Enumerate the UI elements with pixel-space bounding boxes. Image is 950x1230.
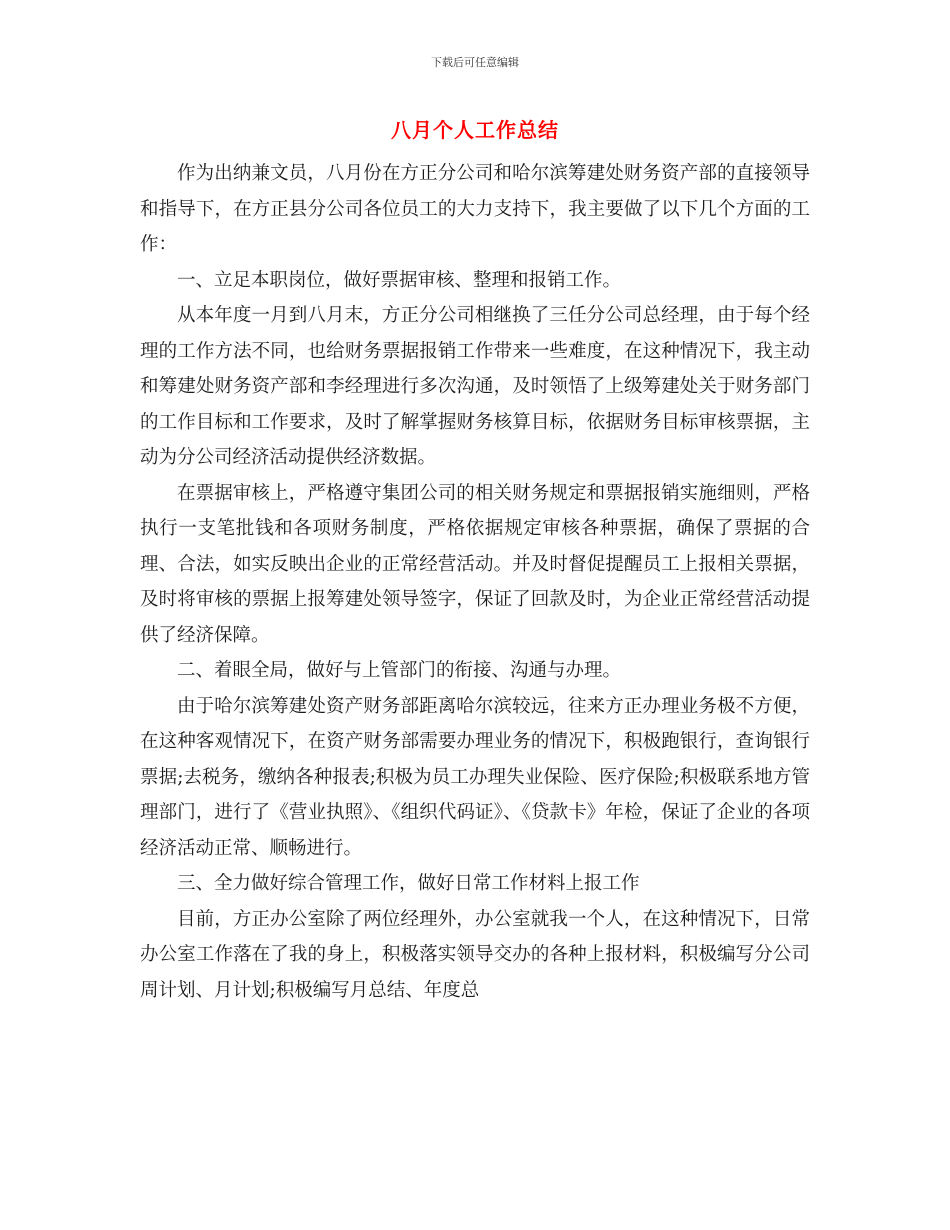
- paragraph: 在票据审核上，严格遵守集团公司的相关财务规定和票据报销实施细则，严格执行一支笔批钱和各项财务制度，严格依据规定审核各种票据，确保了票据的合理、合法，如实反映出企业的正常经营活动。并及时督促提醒员工上报相关票据，及时将审核的票据上报筹建处领导签字，保证了回款及时，为企业正常经营活动提供了经济保障。: [140, 482, 810, 646]
- paragraph: 作为出纳兼文员，八月份在方正分公司和哈尔滨筹建处财务资产部的直接领导和指导下，在方正县分公司各位员工的大力支持下，我主要做了以下几个方面的工作：: [140, 163, 810, 255]
- paragraph: 目前，方正办公室除了两位经理外，办公室就我一个人，在这种情况下，日常办公室工作落在了我的身上，积极落实领导交办的各种上报材料，积极编写分公司周计划、月计划;积极编写月总结、年度总: [140, 908, 810, 1001]
- document-title: 八月个人工作总结: [391, 118, 559, 142]
- section-heading: 三、全力做好综合管理工作，做好日常工作材料上报工作: [177, 873, 640, 894]
- paragraph: 由于哈尔滨筹建处资产财务部距离哈尔滨较远，往来方正办理业务极不方便，在这种客观情况下，在资产财务部需要办理业务的情况下，积极跑银行，查询银行票据;去税务，缴纳各种报表;积极为员工办理失业保险、医疗保险;积极联系地方管理部门，进行了《营业执照》、《组织代码证》、《贷款卡》年检，保证了企业的各项经济活动正常、顺畅进行。: [140, 695, 810, 859]
- section-heading: 二、着眼全局，做好与上管部门的衔接、沟通与办理。: [177, 660, 622, 681]
- document-body: [140, 156, 810, 1008]
- header-note: 下载后可任意编辑: [431, 56, 519, 69]
- section-heading: 一、立足本职岗位，做好票据审核、整理和报销工作。: [177, 269, 622, 291]
- paragraph: 从本年度一月到八月末，方正分公司相继换了三任分公司总经理，由于每个经理的工作方法不同，也给财务票据报销工作带来一些难度，在这种情况下，我主动和筹建处财务资产部和李经理进行多次沟通，及时领悟了上级筹建处关于财务部门的工作目标和工作要求，及时了解掌握财务核算目标，依据财务目标审核票据，主动为分公司经济活动提供经济数据。: [140, 305, 810, 468]
